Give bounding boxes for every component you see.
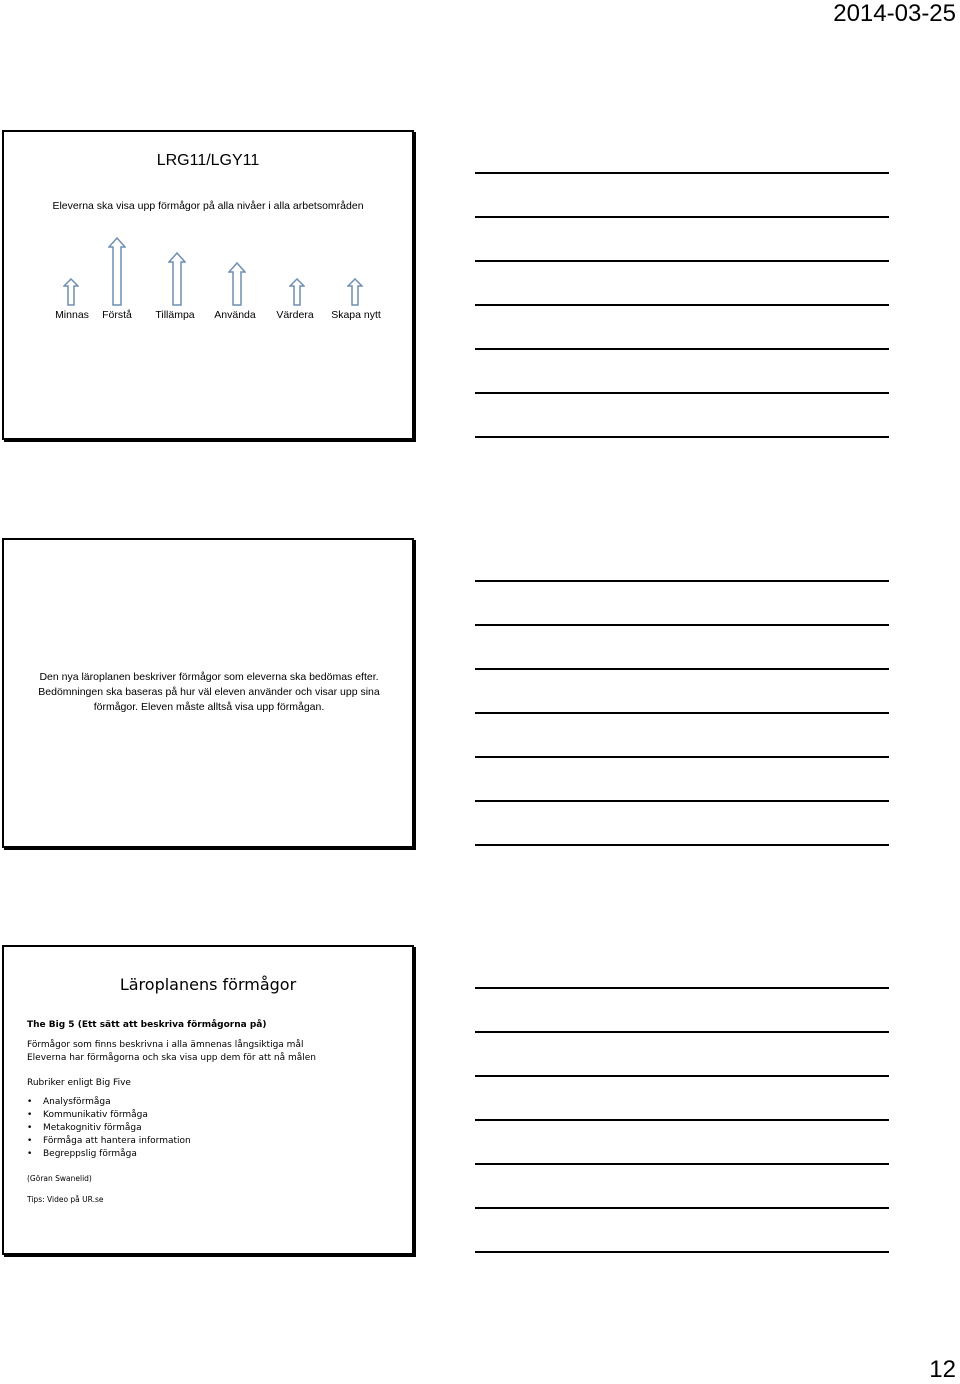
up-arrow-icon [168, 252, 186, 306]
slide3-tip: Tips: Video på UR.se [27, 1195, 104, 1204]
note-line [475, 216, 889, 218]
note-line [475, 304, 889, 306]
slide-thumbnail-1 [2, 130, 414, 440]
slide-thumbnail-2 [2, 538, 414, 848]
note-line [475, 260, 889, 262]
slide2-line: Bedömningen ska baseras på hur väl eleven använder och visar upp sina [38, 686, 380, 698]
level-label: Skapa nytt [331, 309, 381, 321]
slide3-line: Eleverna har förmågorna och ska visa upp dem för att nå målen [27, 1053, 317, 1063]
note-line [475, 1119, 889, 1121]
note-line [475, 756, 889, 758]
list-item: • Metakognitiv förmåga [27, 1122, 397, 1135]
note-line [475, 712, 889, 714]
up-arrow-icon [347, 278, 363, 306]
level-label: Värdera [276, 309, 314, 321]
note-line [475, 1251, 889, 1253]
slide3-title: Läroplanens förmågor [119, 975, 297, 994]
list-item: • Begreppslig förmåga [27, 1148, 397, 1161]
up-arrow-icon [228, 262, 246, 306]
slide3-body [27, 1019, 397, 1206]
note-line [475, 1163, 889, 1165]
level-label: Minnas [55, 309, 89, 321]
up-arrow-icon [289, 278, 305, 306]
note-line [475, 844, 889, 846]
note-line [475, 172, 889, 174]
list-item: • Kommunikativ förmåga [27, 1109, 397, 1122]
note-line [475, 348, 889, 350]
slide1-subtitle: Eleverna ska visa upp förmågor på alla nivåer i alla arbetsområden [52, 200, 364, 212]
slide1-title: LRG11/LGY11 [156, 152, 260, 169]
note-line [475, 392, 889, 394]
list-item: • Förmåga att hantera information [27, 1135, 397, 1148]
note-line [475, 436, 889, 438]
note-line [475, 1031, 889, 1033]
slide2-line: förmågor. Eleven måste alltså visa upp förmågan. [93, 701, 325, 713]
slide3-heading: The Big 5 (Ett sätt att beskriva förmågorna på) [27, 1020, 267, 1030]
note-line [475, 1075, 889, 1077]
slide2-body [24, 670, 394, 715]
up-arrow-icon [108, 237, 126, 306]
level-label: Förstå [102, 309, 132, 321]
print-date: 2014-03-25 [833, 0, 956, 27]
slide2-line: Den nya läroplanen beskriver förmågor som eleverna ska bedömas efter. [39, 671, 379, 683]
level-label: Tillämpa [155, 309, 195, 321]
slide3-line: Förmågor som finns beskrivna i alla ämnenas långsiktiga mål [27, 1040, 304, 1050]
page-number: 12 [929, 1356, 956, 1383]
note-line [475, 987, 889, 989]
level-label: Använda [214, 309, 256, 321]
note-line [475, 624, 889, 626]
slide3-rubric-heading: Rubriker enligt Big Five [27, 1078, 131, 1088]
slide-thumbnail-3 [2, 945, 414, 1255]
list-item: • Analysförmåga [27, 1096, 397, 1109]
up-arrow-icon [63, 278, 79, 306]
bullet-list [27, 1096, 397, 1161]
slide3-credit: (Göran Swanelid) [27, 1174, 92, 1183]
note-line [475, 800, 889, 802]
note-line [475, 1207, 889, 1209]
note-line [475, 580, 889, 582]
note-line [475, 668, 889, 670]
